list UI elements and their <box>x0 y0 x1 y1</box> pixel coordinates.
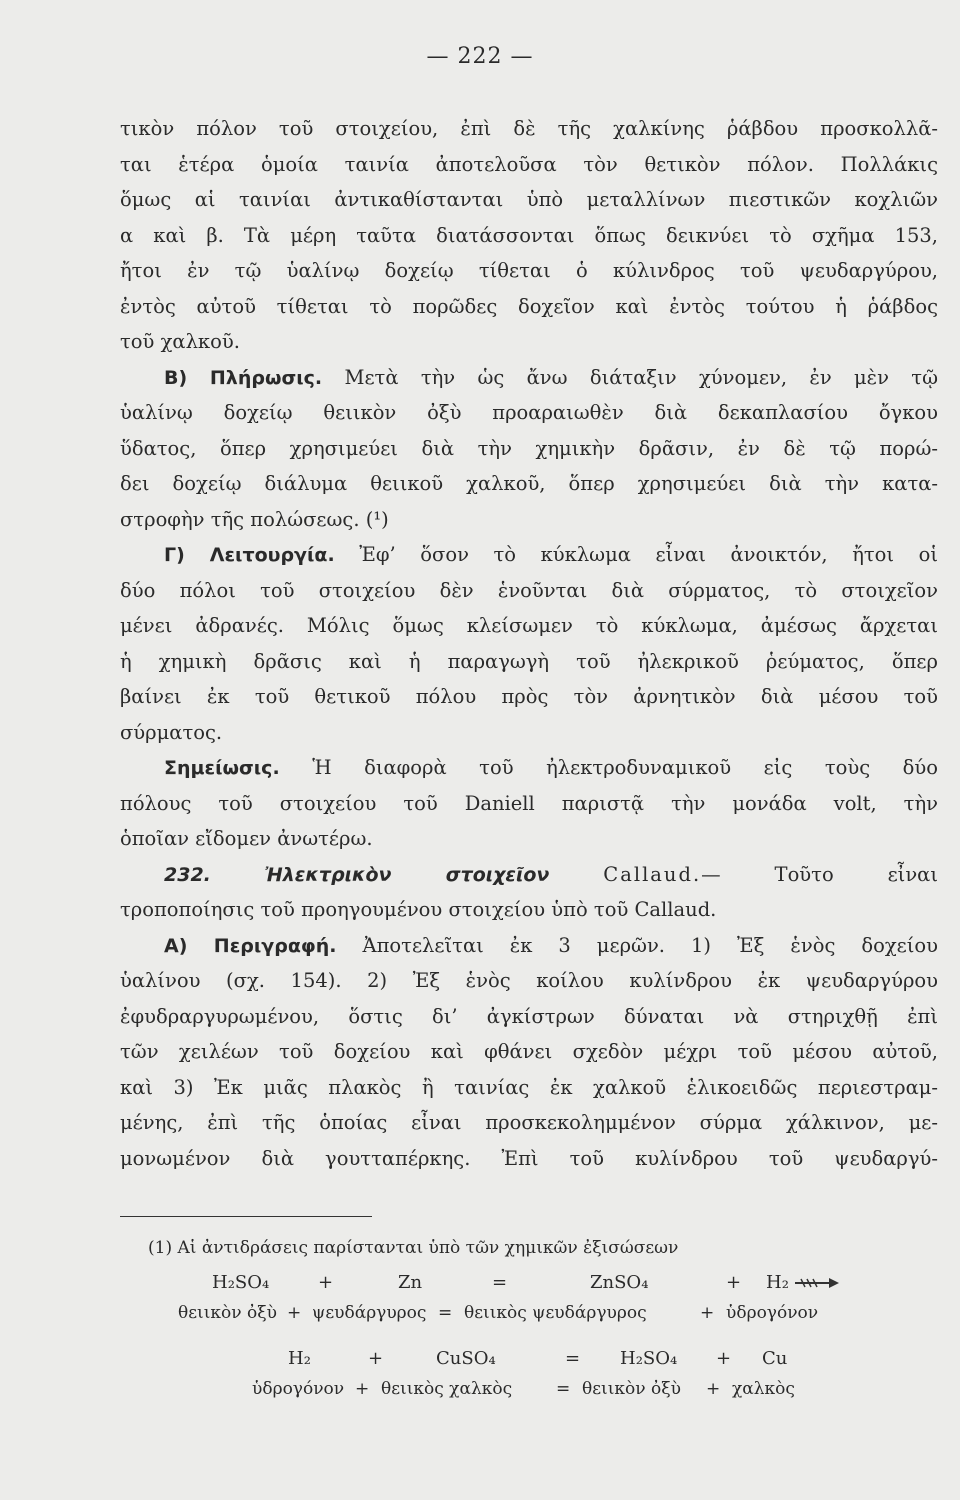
text-line: ἐντὸς αὐτοῦ τίθεται τὸ πορῶδες δοχεῖον καὶ ἐντὸς τούτου ἡ ῥάβδος <box>120 294 938 318</box>
text-line: μένης, ἐπὶ τῆς ὁποίας εἶναι προσκεκολημμένον σύρμα χάλκινον, με- <box>120 1111 938 1134</box>
eq2-name-plus1: + <box>355 1379 370 1399</box>
text-line: μονωμένον διὰ γουτταπέρκης. Ἐπὶ τοῦ κυλίνδρου τοῦ ψευδαργύ- <box>120 1146 938 1170</box>
eq2-term2: CuSO₄ <box>436 1348 496 1369</box>
text-line: δει δοχείῳ διάλυμα θειικοῦ χαλκοῦ, ὅπερ χρησιμεύει διὰ τὴν κατα- <box>120 472 938 495</box>
text-line: μένει ἀδρανές. Μόλις ὅμως κλείσωμεν τὸ κύκλωμα, ἀμέσως ἄρχεται <box>120 614 938 637</box>
text-line: α καὶ β. Τὰ μέρη ταῦτα διατάσσονται ὅπως δεικνύει τὸ σχῆμα 153, <box>120 223 938 247</box>
eq1-name4: ὑδρογόνον <box>726 1303 819 1323</box>
page-number: — 222 — <box>426 44 534 69</box>
eq1-equals: = <box>492 1272 508 1293</box>
text-line: τῶν χειλέων τοῦ δοχείου καὶ φθάνει σχεδὸν μέχρι τοῦ μέσου αὐτοῦ, <box>120 1040 938 1063</box>
eq1-name-plus2: + <box>700 1303 715 1323</box>
eq2-name2: θειικὸς χαλκὸς <box>381 1379 513 1399</box>
paragraph-description-line <box>120 928 938 964</box>
paragraph-filling-line <box>120 360 938 396</box>
text-line: στροφὴν τῆς πολώσεως. (¹) <box>120 507 389 531</box>
eq1-name-equals: = <box>438 1303 453 1323</box>
eq1-plus1: + <box>318 1272 334 1293</box>
heading-filling: Β) Πλήρωσις. <box>164 366 323 389</box>
heading-operation: Γ) Λειτουργία. <box>164 544 335 566</box>
eq1-term4-wrap <box>766 1270 839 1296</box>
eq2-term3: H₂SO₄ <box>620 1348 678 1369</box>
text-line: δύο πόλοι τοῦ στοιχείου δὲν ἑνοῦνται διὰ σύρματος, τὸ στοιχεῖον <box>120 578 938 602</box>
heading-note: Σημείωσις. <box>164 757 280 779</box>
text-line: ἡ χημικὴ δρᾶσις καὶ ἡ παραγωγὴ τοῦ ἠλεκρικοῦ ῥεύματος, ὅπερ <box>120 649 938 673</box>
text-line: ὑαλίνῳ δοχείῳ θειικὸν ὀξὺ προαραιωθὲν διὰ δεκαπλασίου ὄγκου <box>120 401 938 424</box>
paragraph-note-line <box>120 750 938 786</box>
text-line: σύρματος. <box>120 720 223 744</box>
text-run: Μετὰ τὴν ὡς ἄνω διάταξιν χύνομεν, ἐν μὲν τῷ <box>344 365 938 389</box>
eq1-name1: θειικὸν ὀξὺ <box>178 1303 277 1323</box>
text-line: ἤτοι ἐν τῷ ὑαλίνῳ δοχείῳ τίθεται ὁ κύλινδρος τοῦ ψευδαργύρου, <box>120 259 938 282</box>
section-title: Ἠλεκτρικὸν στοιχεῖον <box>264 863 550 886</box>
text-line: βαίνει ἐκ τοῦ θετικοῦ πόλου πρὸς τὸν ἀρνητικὸν διὰ μέσου τοῦ <box>120 685 938 708</box>
text-line: τικὸν πόλον τοῦ στοιχείου, ἐπὶ δὲ τῆς χαλκίνης ῥάβδου προσκολλᾶ- <box>120 117 938 140</box>
footnote-text: (1) Αἱ ἀντιδράσεις παρίστανται ὑπὸ τῶν χημικῶν ἐξισώσεων <box>148 1238 679 1258</box>
text-line: καὶ 3) Ἐκ μιᾶς πλακὸς ἢ ταινίας ἐκ χαλκοῦ ἑλικοειδῶς περιεστραμ- <box>120 1075 938 1099</box>
text-line: ὑαλίνου (σχ. 154). 2) Ἐξ ἑνὸς κοίλου κυλίνδρου ἐκ ψευδαργύρου <box>120 969 938 992</box>
eq2-name3: θειικὸν ὀξὺ <box>582 1379 681 1399</box>
text-run: Ἀποτελεῖται ἐκ 3 μερῶν. 1) Ἐξ ἑνὸς δοχείου <box>362 933 939 957</box>
text-line: ἐφυδραργυρωμένου, ὅστις δι’ ἀγκίστρων δύναται νὰ στηριχθῇ ἐπὶ <box>120 1004 938 1028</box>
eq1-name2: ψευδάργυρος <box>312 1303 427 1323</box>
text-line: ὕδατος, ὅπερ χρησιμεύει διὰ τὴν χημικὴν δρᾶσιν, ἐν δὲ τῷ πορώ- <box>120 436 938 460</box>
eq1-plus2: + <box>726 1272 742 1293</box>
text-line: ται ἑτέρα ὁμοία ταινία ἀποτελοῦσα τὸν θετικὸν πόλον. Πολλάκις <box>120 152 938 176</box>
eq2-name-plus2: + <box>706 1379 721 1399</box>
arrow-up-icon <box>795 1276 839 1290</box>
text-line: ὁποῖαν εἴδομεν ἀνωτέρω. <box>120 827 373 850</box>
text-line: τοῦ χαλκοῦ. <box>120 330 240 353</box>
section-name: Callaud. <box>603 862 702 886</box>
text-line: ὅμως αἱ ταινίαι ἀντικαθίστανται ὑπὸ μεταλλίνων πιεστικῶν κοχλιῶν <box>120 188 938 211</box>
text-run: Ἡ διαφορὰ τοῦ ἠλεκτροδυναμικοῦ εἰς τοὺς δύο <box>312 756 938 779</box>
eq1-term1: H₂SO₄ <box>212 1272 270 1293</box>
text-run: Ἐφ’ ὅσον τὸ κύκλωμα εἶναι ἀνοικτόν, ἤτοι οἱ <box>359 543 938 566</box>
text-line: τροποποίησις τοῦ προηγουμένου στοιχείου ὑπὸ τοῦ Callaud. <box>120 898 717 921</box>
paragraph-operation-line <box>120 537 938 573</box>
text-run: — Τοῦτο εἶναι <box>701 862 938 886</box>
eq2-name4: χαλκὸς <box>732 1379 795 1399</box>
eq2-name-equals: = <box>556 1379 571 1399</box>
eq1-term3: ZnSO₄ <box>590 1272 649 1293</box>
footnote-rule <box>120 1216 372 1217</box>
section-number: 232. <box>164 863 211 886</box>
eq1-name3: θειικὸς ψευδάργυρος <box>464 1303 647 1323</box>
text-line: πόλους τοῦ στοιχείου τοῦ Daniell παριστᾷ τὴν μονάδα volt, τὴν <box>120 791 938 815</box>
eq2-name1: ὑδρογόνον <box>252 1379 345 1399</box>
eq1-term4: H₂ <box>766 1272 789 1293</box>
eq2-plus2: + <box>716 1348 732 1369</box>
heading-description: Α) Περιγραφή. <box>164 934 337 957</box>
eq1-name-plus1: + <box>287 1303 302 1323</box>
eq2-term4: Cu <box>762 1348 788 1369</box>
eq2-plus1: + <box>368 1348 384 1369</box>
body-text <box>120 111 938 1176</box>
section-heading-line <box>120 857 938 893</box>
eq2-term1: H₂ <box>288 1348 311 1369</box>
eq1-term2: Zn <box>398 1272 423 1293</box>
eq2-equals: = <box>565 1348 581 1369</box>
